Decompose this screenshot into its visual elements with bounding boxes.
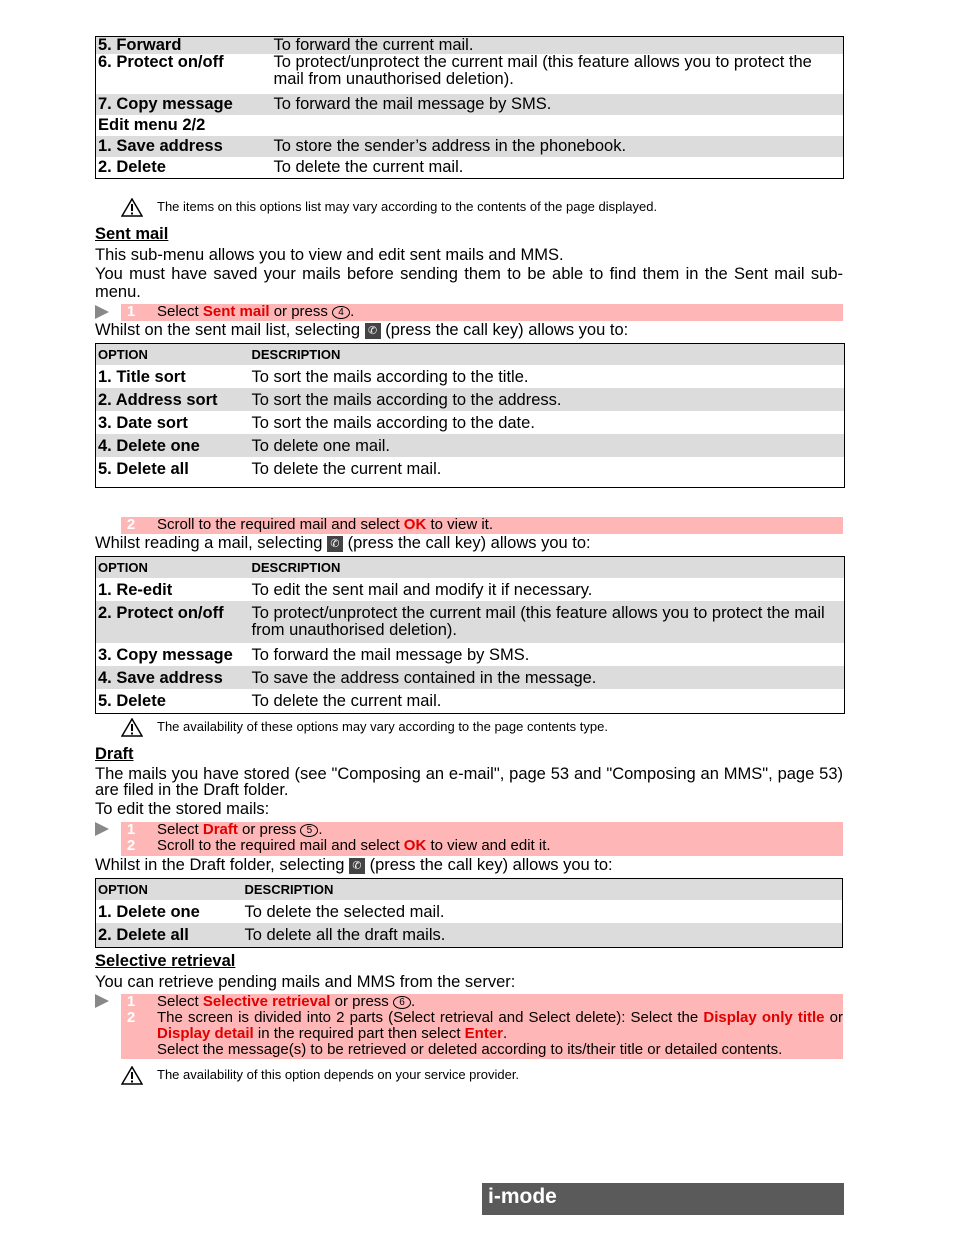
step-text: to view it. bbox=[426, 516, 493, 533]
option-description: To sort the mails according to the date. bbox=[251, 414, 535, 432]
option-name: 1. Save address bbox=[98, 137, 223, 155]
ok-label: OK bbox=[403, 837, 427, 854]
option-name: 5. Delete all bbox=[98, 460, 189, 478]
option-description: To delete the current mail. bbox=[273, 158, 464, 176]
table-row bbox=[96, 457, 845, 487]
chapter-footer: i-mode bbox=[482, 1183, 844, 1215]
step-number: 1 bbox=[126, 821, 136, 838]
step-text: . bbox=[503, 1025, 508, 1042]
step-text: Select bbox=[157, 993, 203, 1010]
step-text: . bbox=[410, 993, 416, 1010]
step-text: Select the message(s) to be retrieved or deleted according to its/their title or detailed contents. bbox=[157, 1041, 783, 1058]
step-number: 2 bbox=[126, 837, 136, 854]
option-name: 7. Copy message bbox=[98, 95, 233, 113]
key-5-icon: 5 bbox=[300, 824, 318, 837]
draft-options-table bbox=[95, 878, 843, 948]
table-row bbox=[96, 388, 845, 411]
option-description: To delete one mail. bbox=[251, 437, 391, 455]
step-text: Scroll to the required mail and select bbox=[157, 837, 404, 854]
note-text: The availability of these options may vary according to the page contents type. bbox=[157, 719, 608, 734]
option-description: To forward the mail message by SMS. bbox=[273, 95, 552, 113]
table-row bbox=[96, 411, 845, 434]
column-header: OPTION bbox=[98, 882, 148, 897]
step-arrow-icon bbox=[95, 994, 109, 1008]
step-2 bbox=[121, 517, 843, 534]
step-text: The screen is divided into 2 parts (Select retrieval and Select delete): Select the bbox=[157, 1009, 704, 1026]
step-text: . bbox=[318, 821, 323, 838]
paragraph: You must have saved your mails before sending them to be able to find them in the Sent mail sub-menu. bbox=[95, 265, 843, 301]
paragraph: To edit the stored mails: bbox=[95, 800, 270, 818]
warning-icon bbox=[121, 718, 143, 737]
paragraph bbox=[95, 534, 843, 552]
menu-item-selective-retrieval: Selective retrieval bbox=[202, 993, 331, 1010]
option-description: To delete the current mail. bbox=[251, 692, 442, 710]
option-name: 2. Delete all bbox=[98, 926, 189, 944]
step-text: in the required part then select bbox=[253, 1025, 465, 1042]
option-name: 2. Address sort bbox=[98, 391, 218, 409]
warning-icon bbox=[121, 1066, 143, 1085]
table-header bbox=[96, 879, 843, 901]
option-name: 2. Delete bbox=[98, 158, 166, 176]
column-header: DESCRIPTION bbox=[251, 560, 341, 575]
table-row bbox=[96, 923, 843, 947]
paragraph bbox=[95, 321, 843, 339]
table-row bbox=[96, 157, 844, 179]
option-name: 1. Delete one bbox=[98, 903, 200, 921]
call-key-icon: ✆ bbox=[349, 858, 365, 874]
warning-icon bbox=[121, 198, 143, 217]
note-text: The availability of this option depends on your service provider. bbox=[157, 1067, 520, 1082]
intro-text: Whilst in the Draft folder, selecting bbox=[95, 856, 350, 874]
option-name: 1. Re-edit bbox=[98, 581, 173, 599]
table-row bbox=[96, 115, 844, 136]
option-description: To protect/unprotect the current mail (this feature allows you to protect the mail from unauthorised deletion). bbox=[273, 53, 812, 88]
table-row bbox=[96, 900, 843, 923]
menu-item-draft: Draft bbox=[202, 821, 238, 838]
note-text: The items on this options list may vary according to the contents of the page displayed. bbox=[157, 199, 658, 214]
menu-item-sent-mail: Sent mail bbox=[202, 303, 270, 320]
intro-text: (press the call key) allows you to: bbox=[343, 534, 591, 552]
table-row bbox=[96, 666, 845, 689]
option-name: 2. Protect on/off bbox=[98, 604, 224, 622]
step-number: 2 bbox=[126, 516, 136, 533]
option-name: 3. Date sort bbox=[98, 414, 188, 432]
enter-label: Enter bbox=[464, 1025, 504, 1042]
display-detail-label: Display detail bbox=[157, 1025, 254, 1042]
table-row bbox=[96, 434, 845, 457]
table-header bbox=[96, 557, 845, 579]
step-text: or press bbox=[269, 303, 333, 320]
intro-text: Whilst reading a mail, selecting bbox=[95, 534, 328, 552]
step-text: Scroll to the required mail and select bbox=[157, 516, 404, 533]
paragraph: This sub-menu allows you to view and edit sent mails and MMS. bbox=[95, 246, 564, 264]
paragraph: You can retrieve pending mails and MMS from the server: bbox=[95, 973, 516, 991]
step-number: 1 bbox=[126, 303, 136, 320]
step-number: 2 bbox=[126, 1009, 136, 1026]
step-text: Select bbox=[157, 303, 203, 320]
call-key-icon: ✆ bbox=[365, 323, 381, 339]
option-description: To store the sender’s address in the phonebook. bbox=[273, 137, 627, 155]
step-1 bbox=[121, 994, 843, 1059]
option-description: To delete all the draft mails. bbox=[244, 926, 446, 944]
step-text: to view and edit it. bbox=[426, 837, 551, 854]
section-heading-sent-mail: Sent mail bbox=[95, 225, 169, 243]
section-heading-draft: Draft bbox=[95, 745, 134, 763]
option-description bbox=[272, 115, 844, 136]
column-header: OPTION bbox=[98, 560, 148, 575]
paragraph bbox=[95, 856, 843, 874]
table-row bbox=[96, 601, 845, 643]
option-description: To protect/unprotect the current mail (this feature allows you to protect the mail from unauthorised deletion). bbox=[251, 604, 825, 639]
table-row bbox=[96, 136, 844, 157]
section-heading-selective-retrieval: Selective retrieval bbox=[95, 952, 236, 970]
option-description: To save the address contained in the message. bbox=[251, 669, 597, 687]
step-text: or press bbox=[330, 993, 393, 1010]
option-name: 1. Title sort bbox=[98, 368, 186, 386]
option-name: 6. Protect on/off bbox=[98, 53, 224, 71]
column-header: DESCRIPTION bbox=[251, 347, 341, 362]
read-mail-options-table bbox=[95, 556, 845, 714]
ok-label: OK bbox=[403, 516, 427, 533]
sent-list-options-table bbox=[95, 343, 845, 488]
option-description: To delete the selected mail. bbox=[244, 903, 445, 921]
intro-text: (press the call key) allows you to: bbox=[380, 321, 629, 339]
table-row bbox=[96, 689, 845, 713]
step-arrow-icon bbox=[95, 305, 109, 319]
step-text: or bbox=[824, 1009, 843, 1026]
step-number: 1 bbox=[126, 993, 136, 1010]
option-description: To sort the mails according to the title. bbox=[251, 368, 529, 386]
option-description: To forward the mail message by SMS. bbox=[251, 646, 530, 664]
column-header: DESCRIPTION bbox=[244, 882, 334, 897]
table-row bbox=[96, 578, 845, 601]
display-only-title-label: Display only title bbox=[703, 1009, 825, 1026]
table-row bbox=[96, 54, 844, 94]
key-6-icon: 6 bbox=[393, 996, 411, 1009]
option-description: To edit the sent mail and modify it if necessary. bbox=[251, 581, 593, 599]
option-description: To forward the current mail. bbox=[273, 36, 474, 54]
column-header: OPTION bbox=[98, 347, 148, 362]
step-arrow-icon bbox=[95, 822, 109, 836]
edit-options-table bbox=[95, 36, 844, 179]
table-row bbox=[96, 94, 844, 115]
option-name: 4. Delete one bbox=[98, 437, 200, 455]
table-row bbox=[96, 365, 845, 388]
option-name: 5. Delete bbox=[98, 692, 166, 710]
option-name: 3. Copy message bbox=[98, 646, 233, 664]
option-description: To delete the current mail. bbox=[251, 460, 442, 478]
intro-text: Whilst on the sent mail list, selecting bbox=[95, 321, 365, 339]
step-text: Select bbox=[157, 821, 203, 838]
intro-text: (press the call key) allows you to: bbox=[365, 856, 613, 874]
option-name: 4. Save address bbox=[98, 669, 223, 687]
option-name: 5. Forward bbox=[98, 36, 182, 54]
step-text: or press bbox=[237, 821, 301, 838]
call-key-icon: ✆ bbox=[327, 536, 343, 552]
table-row bbox=[96, 643, 845, 666]
paragraph: The mails you have stored (see "Composing an e-mail", page 53 and "Composing an MMS", page 53) are filed in the Draft folder. bbox=[95, 765, 843, 799]
key-4-icon: 4 bbox=[332, 306, 350, 319]
option-description: To sort the mails according to the address. bbox=[251, 391, 562, 409]
step-text: . bbox=[350, 303, 355, 320]
step-1 bbox=[121, 304, 843, 321]
option-name: Edit menu 2/2 bbox=[98, 116, 206, 134]
step-1 bbox=[121, 822, 843, 856]
table-row bbox=[96, 37, 844, 55]
table-header bbox=[96, 344, 845, 366]
